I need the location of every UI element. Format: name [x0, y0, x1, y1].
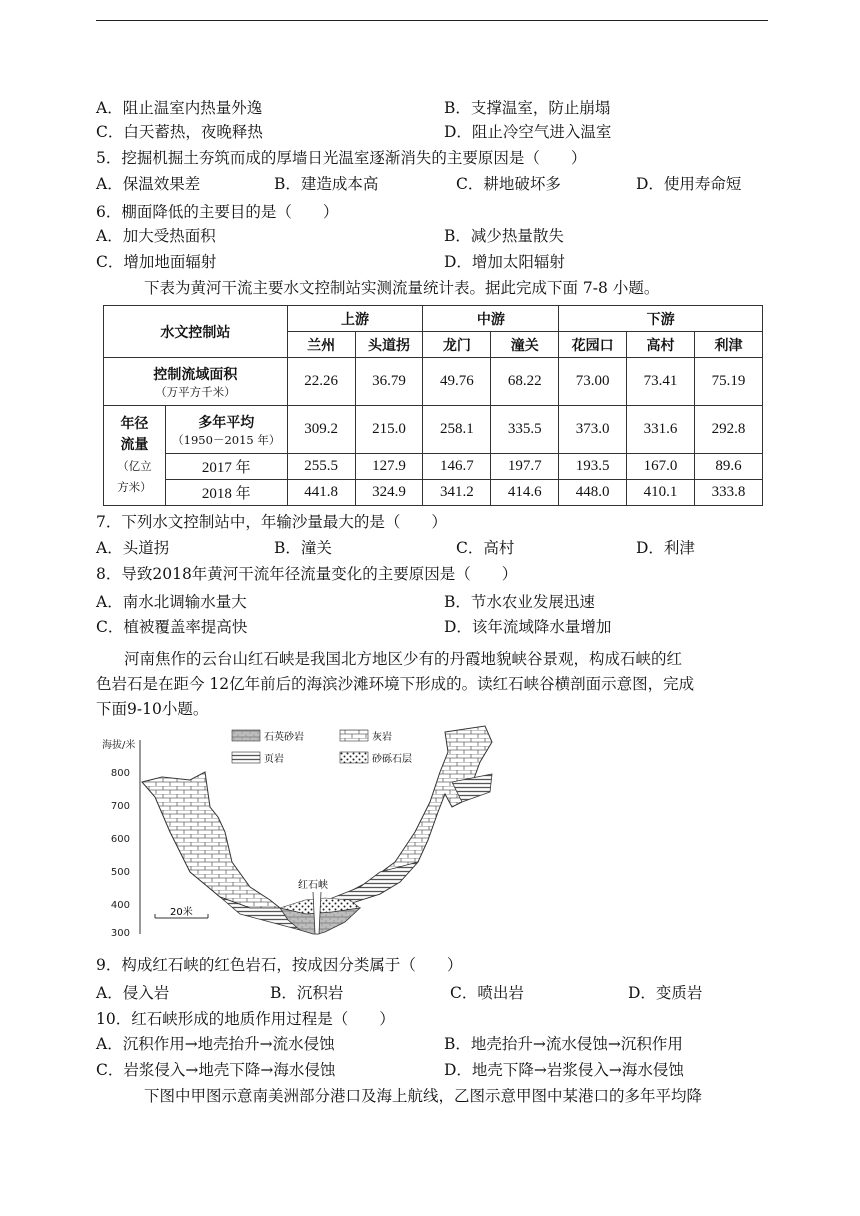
table-cell: 215.0 [355, 406, 423, 454]
legend-swatch-quartz-sandstone [232, 730, 260, 741]
table-cell: 36.79 [355, 358, 423, 406]
area-label: 控制流域面积 [153, 366, 238, 383]
group-lower: 下游 [559, 306, 763, 332]
left-wall-limestone [142, 772, 280, 908]
y-tick-label: 700 [110, 801, 130, 812]
q4-option-b: B．支撑温室，防止崩塌 [444, 99, 611, 117]
table-cell: 309.2 [287, 406, 355, 454]
station-header: 高村 [627, 332, 695, 358]
avg-label-cell [165, 406, 287, 454]
table-corner: 水文控制站 [104, 306, 288, 358]
hydrology-table [103, 305, 763, 506]
q6-option-a: A．加大受热面积 [96, 227, 216, 245]
intro-9-10-line2: 色岩石是在距今 12亿年前后的海滨沙滩环境下形成的。读红石峡谷横剖面示意图，完成 [96, 675, 695, 693]
legend-swatch-gravel [340, 752, 368, 763]
station-header: 兰州 [287, 332, 355, 358]
legend-label: 页岩 [264, 754, 284, 765]
flow-label: 年径 [120, 415, 149, 432]
q6-option-d: D．增加太阳辐射 [444, 253, 565, 271]
table-cell: 333.8 [695, 480, 763, 506]
table-cell: 373.0 [559, 406, 627, 454]
table-cell: 331.6 [627, 406, 695, 454]
q9-stem: 9．构成红石峡的红色岩石，按成因分类属于（ ） [96, 956, 463, 974]
q8-option-a: A．南水北调输水量大 [96, 593, 247, 611]
table-cell: 75.19 [695, 358, 763, 406]
table-cell: 73.00 [559, 358, 627, 406]
station-header: 利津 [695, 332, 763, 358]
group-middle: 中游 [423, 306, 559, 332]
q10-option-a: A．沉积作用→地壳抬升→流水侵蚀 [96, 1035, 335, 1053]
flow-label: 方米） [117, 479, 152, 494]
table-cell: 258.1 [423, 406, 491, 454]
q5-option-a: A．保温效果差 [96, 175, 201, 193]
q9-option-d: D．变质岩 [628, 984, 703, 1002]
y-axis-label: 海拔/米 [102, 740, 136, 751]
q9-option-a: A．侵入岩 [96, 984, 170, 1002]
avg-label: 多年平均 [198, 414, 255, 431]
intro-9-10-line1: 河南焦作的云台山红石峡是我国北方地区少有的丹霞地貌峡谷景观，构成石峡的红 [124, 650, 683, 668]
canyon-label: 红石峡 [298, 880, 328, 891]
avg-period: （1950－2015 年） [172, 432, 281, 447]
q6-option-c: C．增加地面辐射 [96, 253, 217, 271]
q5-option-c: C．耕地破坏多 [456, 175, 561, 193]
q8-stem: 8．导致2018年黄河干流年径流量变化的主要原因是（ ） [96, 565, 518, 583]
q4-option-a: A．阻止温室内热量外逸 [96, 99, 263, 117]
intro-7-8: 下表为黄河干流主要水文控制站实测流量统计表。据此完成下面 7-8 小题。 [144, 279, 660, 297]
flow-label: （亿立 [117, 458, 152, 473]
table-cell: 441.8 [287, 480, 355, 506]
table-cell: 341.2 [423, 480, 491, 506]
q10-stem: 10．红石峡形成的地质作用过程是（ ） [96, 1010, 395, 1028]
table-cell: 292.8 [695, 406, 763, 454]
q8-option-b: B．节水农业发展迅速 [444, 593, 595, 611]
q10-option-c: C．岩浆侵入→地壳下降→海水侵蚀 [96, 1061, 336, 1079]
q7-option-c: C．高村 [456, 539, 515, 557]
y-tick-label: 800 [110, 768, 130, 779]
table-cell: 89.6 [695, 454, 763, 480]
table-cell: 324.9 [355, 480, 423, 506]
table-cell: 49.76 [423, 358, 491, 406]
station-header: 花园口 [559, 332, 627, 358]
q9-option-b: B．沉积岩 [270, 984, 344, 1002]
table-cell: 22.26 [287, 358, 355, 406]
year-2018-label: 2018 年 [165, 480, 287, 506]
table-cell: 448.0 [559, 480, 627, 506]
intro-9-10-line3: 下面9-10小题。 [96, 700, 209, 718]
q5-option-b: B．建造成本高 [274, 175, 379, 193]
area-label-cell [104, 358, 288, 406]
header-rule [96, 20, 768, 21]
q4-option-c: C．白天蓄热，夜晚释热 [96, 123, 263, 141]
q8-option-c: C．植被覆盖率提高快 [96, 618, 248, 636]
q10-option-b: B．地壳抬升→流水侵蚀→沉积作用 [444, 1035, 683, 1053]
legend-label: 灰岩 [372, 732, 392, 743]
q4-option-d: D．阻止冷空气进入温室 [444, 123, 612, 141]
y-tick-label: 300 [110, 928, 130, 939]
table-cell: 197.7 [491, 454, 559, 480]
year-2017-label: 2017 年 [165, 454, 287, 480]
table-cell: 414.6 [491, 480, 559, 506]
y-tick-label: 400 [110, 900, 130, 911]
legend-swatch-limestone [340, 730, 368, 741]
table-cell: 193.5 [559, 454, 627, 480]
legend-label: 砂砾石层 [372, 754, 412, 765]
y-tick-label: 500 [110, 867, 130, 878]
table-cell: 410.1 [627, 480, 695, 506]
q8-option-d: D．该年流域降水量增加 [444, 618, 612, 636]
intro-next: 下图中甲图示意南美洲部分港口及海上航线，乙图示意甲图中某港口的多年平均降 [144, 1087, 703, 1105]
group-upper: 上游 [287, 306, 423, 332]
flow-label-cell [104, 406, 166, 506]
area-unit: （万平方千米） [155, 384, 236, 399]
q5-option-d: D．使用寿命短 [636, 175, 742, 193]
station-header: 头道拐 [355, 332, 423, 358]
table-cell: 127.9 [355, 454, 423, 480]
q6-stem: 6．棚面降低的主要目的是（ ） [96, 203, 339, 221]
table-cell: 335.5 [491, 406, 559, 454]
q7-option-a: A．头道拐 [96, 539, 170, 557]
station-header: 龙门 [423, 332, 491, 358]
q6-option-b: B．减少热量散失 [444, 227, 564, 245]
table-cell: 68.22 [491, 358, 559, 406]
y-tick-label: 600 [110, 834, 130, 845]
q5-stem: 5．挖掘机掘土夯筑而成的厚墙日光温室逐渐消失的主要原因是（ ） [96, 149, 587, 167]
q7-option-d: D．利津 [636, 539, 695, 557]
legend-swatch-shale [232, 752, 260, 763]
station-header: 潼关 [491, 332, 559, 358]
table-cell: 73.41 [627, 358, 695, 406]
q10-option-d: D．地壳下降→岩浆侵入→海水侵蚀 [444, 1061, 684, 1079]
q7-option-b: B．潼关 [274, 539, 332, 557]
table-cell: 255.5 [287, 454, 355, 480]
canyon-cross-section [100, 722, 520, 944]
flow-label: 流量 [120, 436, 149, 453]
table-cell: 167.0 [627, 454, 695, 480]
q9-option-c: C．喷出岩 [450, 984, 524, 1002]
q7-stem: 7．下列水文控制站中，年输沙量最大的是（ ） [96, 513, 447, 531]
legend-label: 石英砂岩 [264, 732, 304, 743]
scale-label: 20米 [170, 907, 193, 918]
table-cell: 146.7 [423, 454, 491, 480]
